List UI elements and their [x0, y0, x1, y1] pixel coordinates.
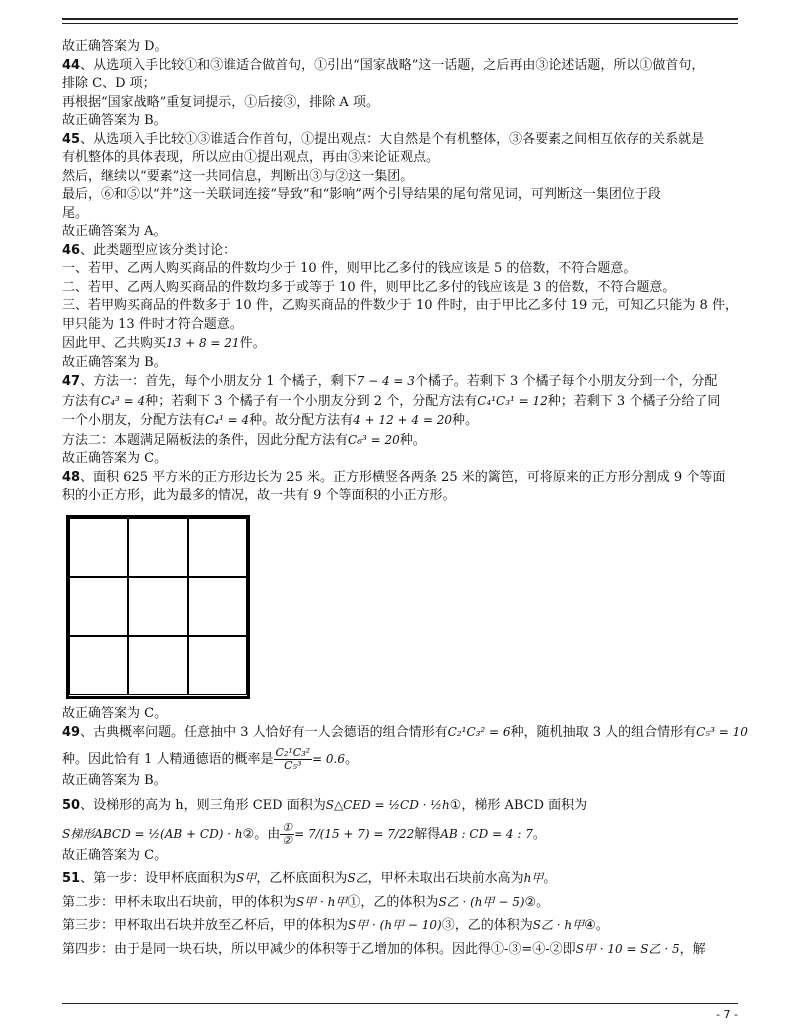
formula: S梯形ABCD = ½(AB + CD) · h [62, 826, 243, 841]
formula: 13 + 8 = 21 [166, 336, 240, 350]
formula: C₆³ = 20 [348, 432, 400, 447]
formula: S乙 · (h甲 − 5) [438, 894, 525, 909]
question-number: 45 [62, 131, 81, 147]
grid-cell [188, 636, 247, 695]
text-line: 三、若甲购买商品的件数多于 10 件，乙购买商品的件数少于 10 件时，由于甲比乙多付 19 元，可知乙只能为 8 件， [62, 298, 738, 313]
square-grid-figure [66, 515, 250, 699]
text-line: 二、若甲、乙两人购买商品的件数均多于或等于 10 件，则甲比乙多付的钱应该是 3 的倍数，不符合题意。 [62, 279, 676, 295]
text-line: 然后，继续以“要素”这一共同信息，判断出③与②这一集团。 [62, 168, 414, 184]
formula: C₄³ = 4 [101, 393, 146, 408]
formula: h甲 [523, 871, 544, 885]
answer-explanations [62, 38, 748, 959]
page-number: - 7 - [716, 1008, 738, 1021]
text-line: 第二步：甲杯未取出石块前，甲的体积为S甲 · h甲①，乙的体积为S乙 · (h甲 − 5)②。 [62, 894, 550, 910]
formula: S乙 [347, 871, 368, 885]
formula: S甲 · (h甲 − 10) [348, 918, 442, 932]
formula: S甲 · 10 = S乙 · 5 [575, 941, 680, 956]
fraction: $\frac{\text{C₂¹C₃²}}{\text{C₅³}}$ [275, 745, 311, 772]
text-line: 故正确答案为 B。 [62, 113, 167, 128]
grid-cell [128, 518, 187, 577]
footer-rule [62, 1003, 738, 1004]
question-number: 50 [62, 798, 81, 813]
question-47: 47、方法一：首先，每个小朋友分 1 个橘子，剩下7 − 4 = 3个橘子。若剩下 3 个橘子每个小朋友分到一个，分配 [62, 374, 718, 389]
question-number: 44 [62, 57, 81, 73]
question-50: 50、设梯形的高为 h，则三角形 CED 面积为S△CED = ½CD · ½h①，梯形 ABCD 面积为 [62, 798, 588, 813]
text-line: 故正确答案为 B。 [62, 354, 167, 370]
grid-cell [188, 577, 247, 636]
text-line: 积的小正方形，此为最多的情况，故一共有 9 个等面积的小正方形。 [62, 488, 456, 503]
text-line: 故正确答案为 C。 [62, 847, 168, 863]
question-49: 49、古典概率问题。任意抽中 3 人恰好有一人会德语的组合情形有C₂¹C₃² = 6种，随机抽取 3 人的组合情形有C₅³ = 10 [62, 725, 748, 740]
header-rule [62, 18, 738, 24]
grid-cell [128, 577, 187, 636]
question-number: 47 [62, 374, 81, 389]
formula: C₂¹C₃² = 6 [447, 725, 511, 739]
question-number: 46 [62, 242, 81, 258]
formula: 4 + 12 + 4 = 20 [353, 413, 453, 427]
formula: S甲 · h甲 [296, 894, 348, 909]
formula: = 0.6 [312, 751, 345, 766]
text-line: 方法有C₄³ = 4种；若剩下 3 个橘子有一个小朋友分到 2 个，分配方法有C₄¹C₃¹ = 12种；若剩下 3 个橘子分给了同 [62, 393, 721, 409]
question-48: 48、面积 625 平方米的正方形边长为 25 米。正方形横竖各两条 25 米的篱笆，可将原来的正方形分割成 9 个等面 [62, 469, 726, 485]
formula: 7 − 4 = 3 [356, 374, 415, 388]
text-line: S梯形ABCD = ½(AB + CD) · h②。由 $\frac{\text{①}}{\text{②}}$ = 7/(15 + 7) = 7/22解得AB : CD = 4 : 7。 [62, 820, 546, 847]
text-line: 尾。 [62, 205, 89, 221]
grid-cell [69, 518, 128, 577]
question-number: 48 [62, 469, 81, 485]
text-line: 故正确答案为 A。 [62, 224, 167, 239]
formula: C₄¹ = 4 [205, 413, 250, 427]
question-45: 45、从选项入手比较①③谁适合作首句，①提出观点：大自然是个有机整体，③各要素之间相互依存的关系就是 [62, 131, 705, 147]
text-line: 第三步：甲杯取出石块并放至乙杯后，甲的体积为S甲 · (h甲 − 10)③，乙的体积为S乙 · h甲④。 [62, 918, 609, 933]
question-number: 51 [62, 871, 81, 886]
grid-cell [69, 636, 128, 695]
grid-cell [128, 636, 187, 695]
formula: C₄¹C₃¹ = 12 [477, 393, 548, 408]
text-line: 种。因此恰有 1 人精通德语的概率是 $\frac{\text{C₂¹C₃²}}{\text{C₅³}}$ = 0.6。 [62, 745, 358, 772]
formula: C₅³ = 10 [696, 725, 748, 739]
text-line: 最后，⑥和⑤以“并”这一关联词连接“导致”和“影响”两个引导结果的尾句常见词，可判断这一集团位于段 [62, 187, 661, 202]
question-number: 49 [62, 725, 81, 740]
fraction: $\frac{\text{①}}{\text{②}}$ [282, 820, 293, 847]
text-line: 有机整体的具体表现，所以应由①提出观点，再由③来论证观点。 [62, 150, 440, 165]
question-44: 44、从选项入手比较①和③谁适合做首句，①引出“国家战略”这一话题，之后再由③论述话题，所以①做首句， [62, 57, 705, 73]
text-line: 再根据“国家战略”重复词提示，①后接③，排除 A 项。 [62, 94, 379, 110]
grid-cell [69, 577, 128, 636]
text-line: 一个小朋友，分配方法有C₄¹ = 4种。故分配方法有4 + 12 + 4 = 20种。 [62, 413, 479, 428]
formula: S甲 [236, 871, 257, 885]
text-line: 故正确答案为 C。 [62, 451, 168, 466]
text-line: 排除 C、D 项； [62, 76, 156, 91]
formula: S△CED = ½CD · ½h [325, 798, 450, 812]
formula: AB : CD = 4 : 7 [440, 826, 533, 841]
formula: S乙 · h甲 [532, 918, 585, 932]
text-line: 甲只能为 13 件时才符合题意。 [62, 316, 243, 332]
text-line: 故正确答案为 B。 [62, 772, 167, 788]
question-46: 46、此类题型应该分类讨论： [62, 242, 237, 258]
text-line: 因此甲、乙共购买13 + 8 = 21件。 [62, 336, 266, 351]
text-line: 故正确答案为 D。 [62, 39, 168, 54]
text-line: 故正确答案为 C。 [62, 705, 168, 721]
question-51: 51、第一步：设甲杯底面积为S甲，乙杯底面积为S乙，甲杯未取出石块前水高为h甲。 [62, 871, 557, 886]
text-line: 第四步：由于是同一块石块，所以甲减少的体积等于乙增加的体积。因此得①-③=④-②即S甲 · 10 = S乙 · 5，解 [62, 941, 706, 957]
grid-cell [188, 518, 247, 577]
text-line: 一、若甲、乙两人购买商品的件数均少于 10 件，则甲比乙多付的钱应该是 5 的倍数，不符合题意。 [62, 261, 637, 276]
text-line: 方法二：本题满足隔板法的条件，因此分配方法有C₆³ = 20种。 [62, 432, 426, 448]
formula: = 7/(15 + 7) = 7/22 [294, 826, 415, 841]
